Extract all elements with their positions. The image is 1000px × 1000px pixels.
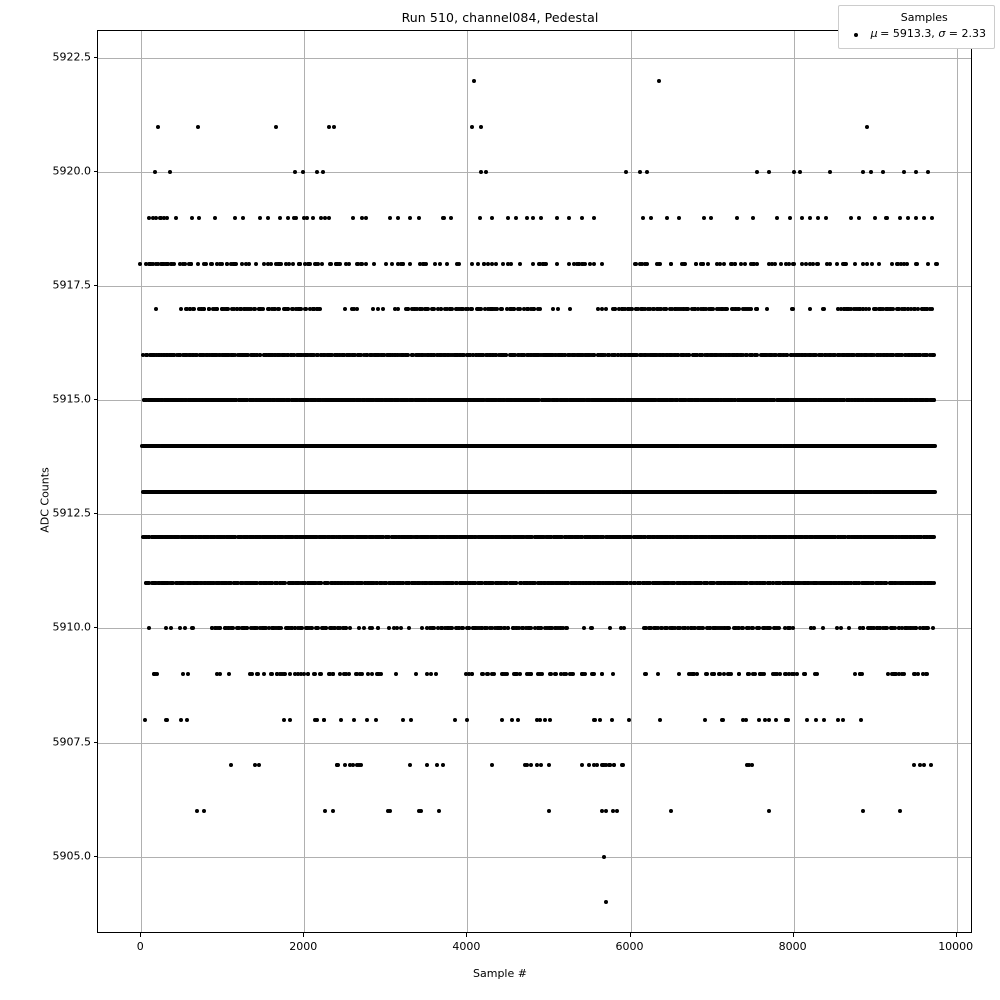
data-point [592, 262, 596, 266]
data-point [865, 262, 869, 266]
data-point [390, 262, 394, 266]
data-point [567, 216, 571, 220]
data-point [220, 262, 224, 266]
data-point [266, 262, 270, 266]
data-point [500, 307, 504, 311]
data-point [816, 216, 820, 220]
data-point [408, 262, 412, 266]
data-point [822, 307, 826, 311]
data-point [266, 216, 270, 220]
x-axis-label: Sample # [473, 967, 527, 980]
data-point [192, 307, 196, 311]
data-point [196, 125, 200, 129]
data-point [665, 216, 669, 220]
data-point [364, 216, 368, 220]
data-point [476, 262, 480, 266]
data-point [828, 262, 832, 266]
data-point [286, 216, 290, 220]
data-point [360, 262, 364, 266]
data-point [600, 307, 604, 311]
data-point [857, 216, 861, 220]
data-point [470, 125, 474, 129]
data-point [190, 216, 194, 220]
data-point [332, 125, 336, 129]
data-point [170, 262, 174, 266]
data-point [490, 216, 494, 220]
data-point [808, 262, 812, 266]
data-point [709, 216, 713, 220]
data-point [865, 125, 869, 129]
data-point [293, 170, 297, 174]
data-point [153, 170, 157, 174]
data-point [677, 216, 681, 220]
data-point [798, 170, 802, 174]
data-point [567, 262, 571, 266]
data-point [364, 262, 368, 266]
data-point [788, 216, 792, 220]
data-point [775, 216, 779, 220]
data-point [934, 262, 938, 266]
data-point [743, 262, 747, 266]
data-point [575, 262, 579, 266]
data-point [791, 307, 795, 311]
data-point [645, 170, 649, 174]
data-point [699, 262, 703, 266]
data-point [755, 170, 759, 174]
data-point [694, 262, 698, 266]
data-point [445, 262, 449, 266]
data-point [138, 262, 142, 266]
data-point [906, 216, 910, 220]
data-point [808, 216, 812, 220]
data-point [356, 262, 360, 266]
data-point [384, 262, 388, 266]
data-point [303, 262, 307, 266]
chart-title: Run 510, channel084, Pedestal [401, 10, 599, 25]
data-point [292, 216, 296, 220]
data-point [849, 216, 853, 220]
data-point [538, 307, 542, 311]
data-point [438, 262, 442, 266]
data-point [381, 307, 385, 311]
data-point [350, 307, 354, 311]
data-point [800, 262, 804, 266]
data-point [767, 170, 771, 174]
data-point [495, 307, 499, 311]
data-point [604, 307, 608, 311]
data-point [853, 262, 857, 266]
data-point [319, 216, 323, 220]
data-point [179, 307, 183, 311]
data-point [600, 262, 604, 266]
data-point [539, 216, 543, 220]
data-point [509, 262, 513, 266]
data-point [843, 262, 847, 266]
data-point [343, 307, 347, 311]
data-point [258, 216, 262, 220]
data-point [320, 262, 324, 266]
data-point [478, 216, 482, 220]
data-point [784, 262, 788, 266]
data-point [406, 307, 410, 311]
data-point [933, 444, 937, 448]
data-point [181, 262, 185, 266]
data-point [765, 307, 769, 311]
data-point [755, 307, 759, 311]
data-point [861, 170, 865, 174]
data-point [932, 398, 936, 402]
data-point [297, 262, 301, 266]
data-point [501, 262, 505, 266]
data-point [215, 307, 219, 311]
data-point [592, 216, 596, 220]
data-point [213, 216, 217, 220]
data-point [824, 216, 828, 220]
data-point [877, 307, 881, 311]
data-point [884, 216, 888, 220]
data-point [327, 125, 331, 129]
data-point [869, 170, 873, 174]
data-point [638, 262, 642, 266]
data-point [417, 216, 421, 220]
data-point [401, 262, 405, 266]
data-point [274, 125, 278, 129]
data-point [800, 216, 804, 220]
data-point [494, 262, 498, 266]
data-point [735, 216, 739, 220]
data-point [752, 262, 756, 266]
data-point [189, 262, 193, 266]
data-point [751, 216, 755, 220]
data-point [581, 262, 585, 266]
data-point [197, 216, 201, 220]
data-point [779, 262, 783, 266]
data-point [318, 307, 322, 311]
data-point [773, 262, 777, 266]
data-point [815, 262, 819, 266]
data-point [634, 262, 638, 266]
data-point [525, 216, 529, 220]
data-point [484, 170, 488, 174]
data-point [828, 170, 832, 174]
data-point [490, 262, 494, 266]
data-point [624, 170, 628, 174]
data-point [895, 262, 899, 266]
data-point [932, 353, 936, 357]
data-point [555, 216, 559, 220]
data-point [291, 262, 295, 266]
data-point [470, 262, 474, 266]
data-point [261, 307, 265, 311]
data-point [254, 262, 258, 266]
data-point [311, 216, 315, 220]
data-point [914, 216, 918, 220]
data-point [651, 307, 655, 311]
data-point [867, 307, 871, 311]
data-point [215, 262, 219, 266]
data-point [262, 262, 266, 266]
data-point [870, 262, 874, 266]
data-point [308, 262, 312, 266]
data-point [930, 216, 934, 220]
data-point [669, 262, 673, 266]
data-point [902, 170, 906, 174]
data-point [922, 216, 926, 220]
data-point [702, 216, 706, 220]
data-point [664, 307, 668, 311]
data-point [449, 216, 453, 220]
data-point [683, 262, 687, 266]
data-point [472, 79, 476, 83]
data-point [914, 170, 918, 174]
data-point [926, 170, 930, 174]
data-point [912, 307, 916, 311]
data-point [928, 307, 932, 311]
data-point [588, 262, 592, 266]
data-point [729, 262, 733, 266]
data-point [641, 216, 645, 220]
data-point [231, 262, 235, 266]
data-point [355, 307, 359, 311]
data-point [408, 216, 412, 220]
data-point [233, 216, 237, 220]
data-point [531, 216, 535, 220]
data-point [371, 307, 375, 311]
data-point [244, 262, 248, 266]
data-point [915, 262, 919, 266]
data-point [706, 262, 710, 266]
data-point [556, 307, 560, 311]
data-point [163, 262, 167, 266]
data-point [649, 216, 653, 220]
data-point [541, 262, 545, 266]
data-point [329, 262, 333, 266]
data-point [555, 262, 559, 266]
data-point [376, 307, 380, 311]
data-point [338, 262, 342, 266]
plot-area [97, 30, 972, 933]
data-point [657, 79, 661, 83]
data-point [655, 262, 659, 266]
data-point [351, 216, 355, 220]
data-point [168, 170, 172, 174]
data-point [209, 262, 213, 266]
data-point [202, 262, 206, 266]
data-point [715, 262, 719, 266]
data-point [531, 262, 535, 266]
data-point [905, 262, 909, 266]
data-point [426, 307, 430, 311]
data-point [733, 262, 737, 266]
data-point [305, 216, 309, 220]
y-axis-label: ADC Counts [38, 467, 52, 533]
data-point [568, 307, 572, 311]
data-point [287, 262, 291, 266]
data-point [518, 262, 522, 266]
data-point [873, 216, 877, 220]
data-point [154, 307, 158, 311]
data-point [877, 262, 881, 266]
data-point [791, 262, 795, 266]
data-point [202, 307, 206, 311]
data-point [506, 216, 510, 220]
data-point [580, 216, 584, 220]
data-point [881, 170, 885, 174]
data-point [898, 216, 902, 220]
data-point [792, 170, 796, 174]
data-point [225, 262, 229, 266]
data-point [551, 307, 555, 311]
data-point [196, 262, 200, 266]
data-point [825, 262, 829, 266]
data-point [861, 262, 865, 266]
data-point [344, 262, 348, 266]
data-point [455, 262, 459, 266]
data-point [278, 216, 282, 220]
data-point [442, 216, 446, 220]
data-point [301, 170, 305, 174]
data-point [279, 262, 283, 266]
data-point [327, 216, 331, 220]
data-point [277, 307, 281, 311]
data-point [174, 216, 178, 220]
data-point [321, 170, 325, 174]
data-point [396, 216, 400, 220]
data-point [514, 216, 518, 220]
data-point [439, 307, 443, 311]
data-point [433, 262, 437, 266]
data-point [424, 262, 428, 266]
data-point [479, 125, 483, 129]
data-point [165, 216, 169, 220]
data-point [396, 307, 400, 311]
data-point [240, 262, 244, 266]
scatter-points [98, 31, 971, 932]
data-point [323, 216, 327, 220]
data-point [360, 216, 364, 220]
data-point [926, 262, 930, 266]
data-point [479, 170, 483, 174]
data-point [479, 307, 483, 311]
data-point [722, 262, 726, 266]
data-point [890, 262, 894, 266]
data-point [638, 170, 642, 174]
data-point [482, 262, 486, 266]
data-point [388, 216, 392, 220]
data-point [808, 307, 812, 311]
data-point [315, 170, 319, 174]
data-point [372, 262, 376, 266]
data-point [156, 125, 160, 129]
data-point [835, 262, 839, 266]
data-point [739, 262, 743, 266]
data-point [241, 216, 245, 220]
